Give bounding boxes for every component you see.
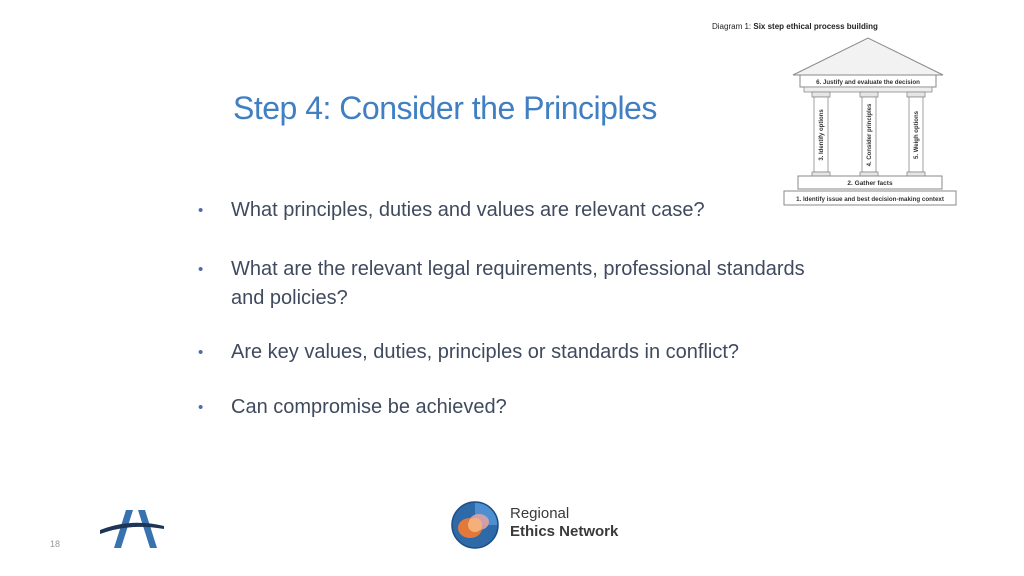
step2-label: 2. Gather facts: [847, 180, 893, 187]
building-svg: [700, 18, 990, 213]
bullet-item: [198, 393, 838, 422]
diagram-caption-title: Six step ethical process building: [753, 22, 878, 31]
slide-title: Step 4: Consider the Principles: [233, 90, 657, 126]
bullet-dot-icon: •: [198, 202, 204, 219]
bullet-text: Are key values, duties, principles or standards in conflict?: [231, 341, 740, 363]
bullet-text: What principles, duties and values are relevant case?: [231, 199, 705, 221]
roof-label: 6. Justify and evaluate the decision: [816, 79, 920, 86]
ren-line-2: Ethics Network: [510, 523, 619, 540]
pillar-right: [907, 92, 925, 176]
bullet-text: Can compromise be achieved?: [231, 396, 507, 418]
pillar-left: [812, 92, 830, 176]
pillar-center: [860, 92, 878, 176]
pillar-label: 5. Weigh options: [914, 111, 920, 159]
diagram-caption-prefix: Diagram 1:: [712, 22, 752, 31]
bullet-dot-icon: •: [198, 261, 204, 278]
ren-emblem-icon: [444, 500, 506, 550]
ethics-building-diagram: [700, 18, 990, 213]
pillar-label: 4. Consider principles: [867, 103, 873, 167]
bullet-dot-icon: •: [198, 399, 204, 416]
bullet-item: [198, 338, 838, 367]
pillar-label: 3. Identify options: [819, 109, 825, 161]
organization-logo: [100, 508, 168, 550]
base-label: 1. Identify issue and best decision-making context: [796, 196, 944, 203]
ren-wordmark: [510, 505, 618, 541]
ren-line-1: Regional: [510, 505, 570, 522]
bullet-text: What are the relevant legal requirements, professional standards and policies?: [231, 258, 805, 309]
page-number: 18: [50, 539, 61, 549]
regional-ethics-network-logo: [444, 500, 644, 550]
bullet-item: [198, 255, 838, 313]
bullet-dot-icon: •: [198, 344, 204, 361]
